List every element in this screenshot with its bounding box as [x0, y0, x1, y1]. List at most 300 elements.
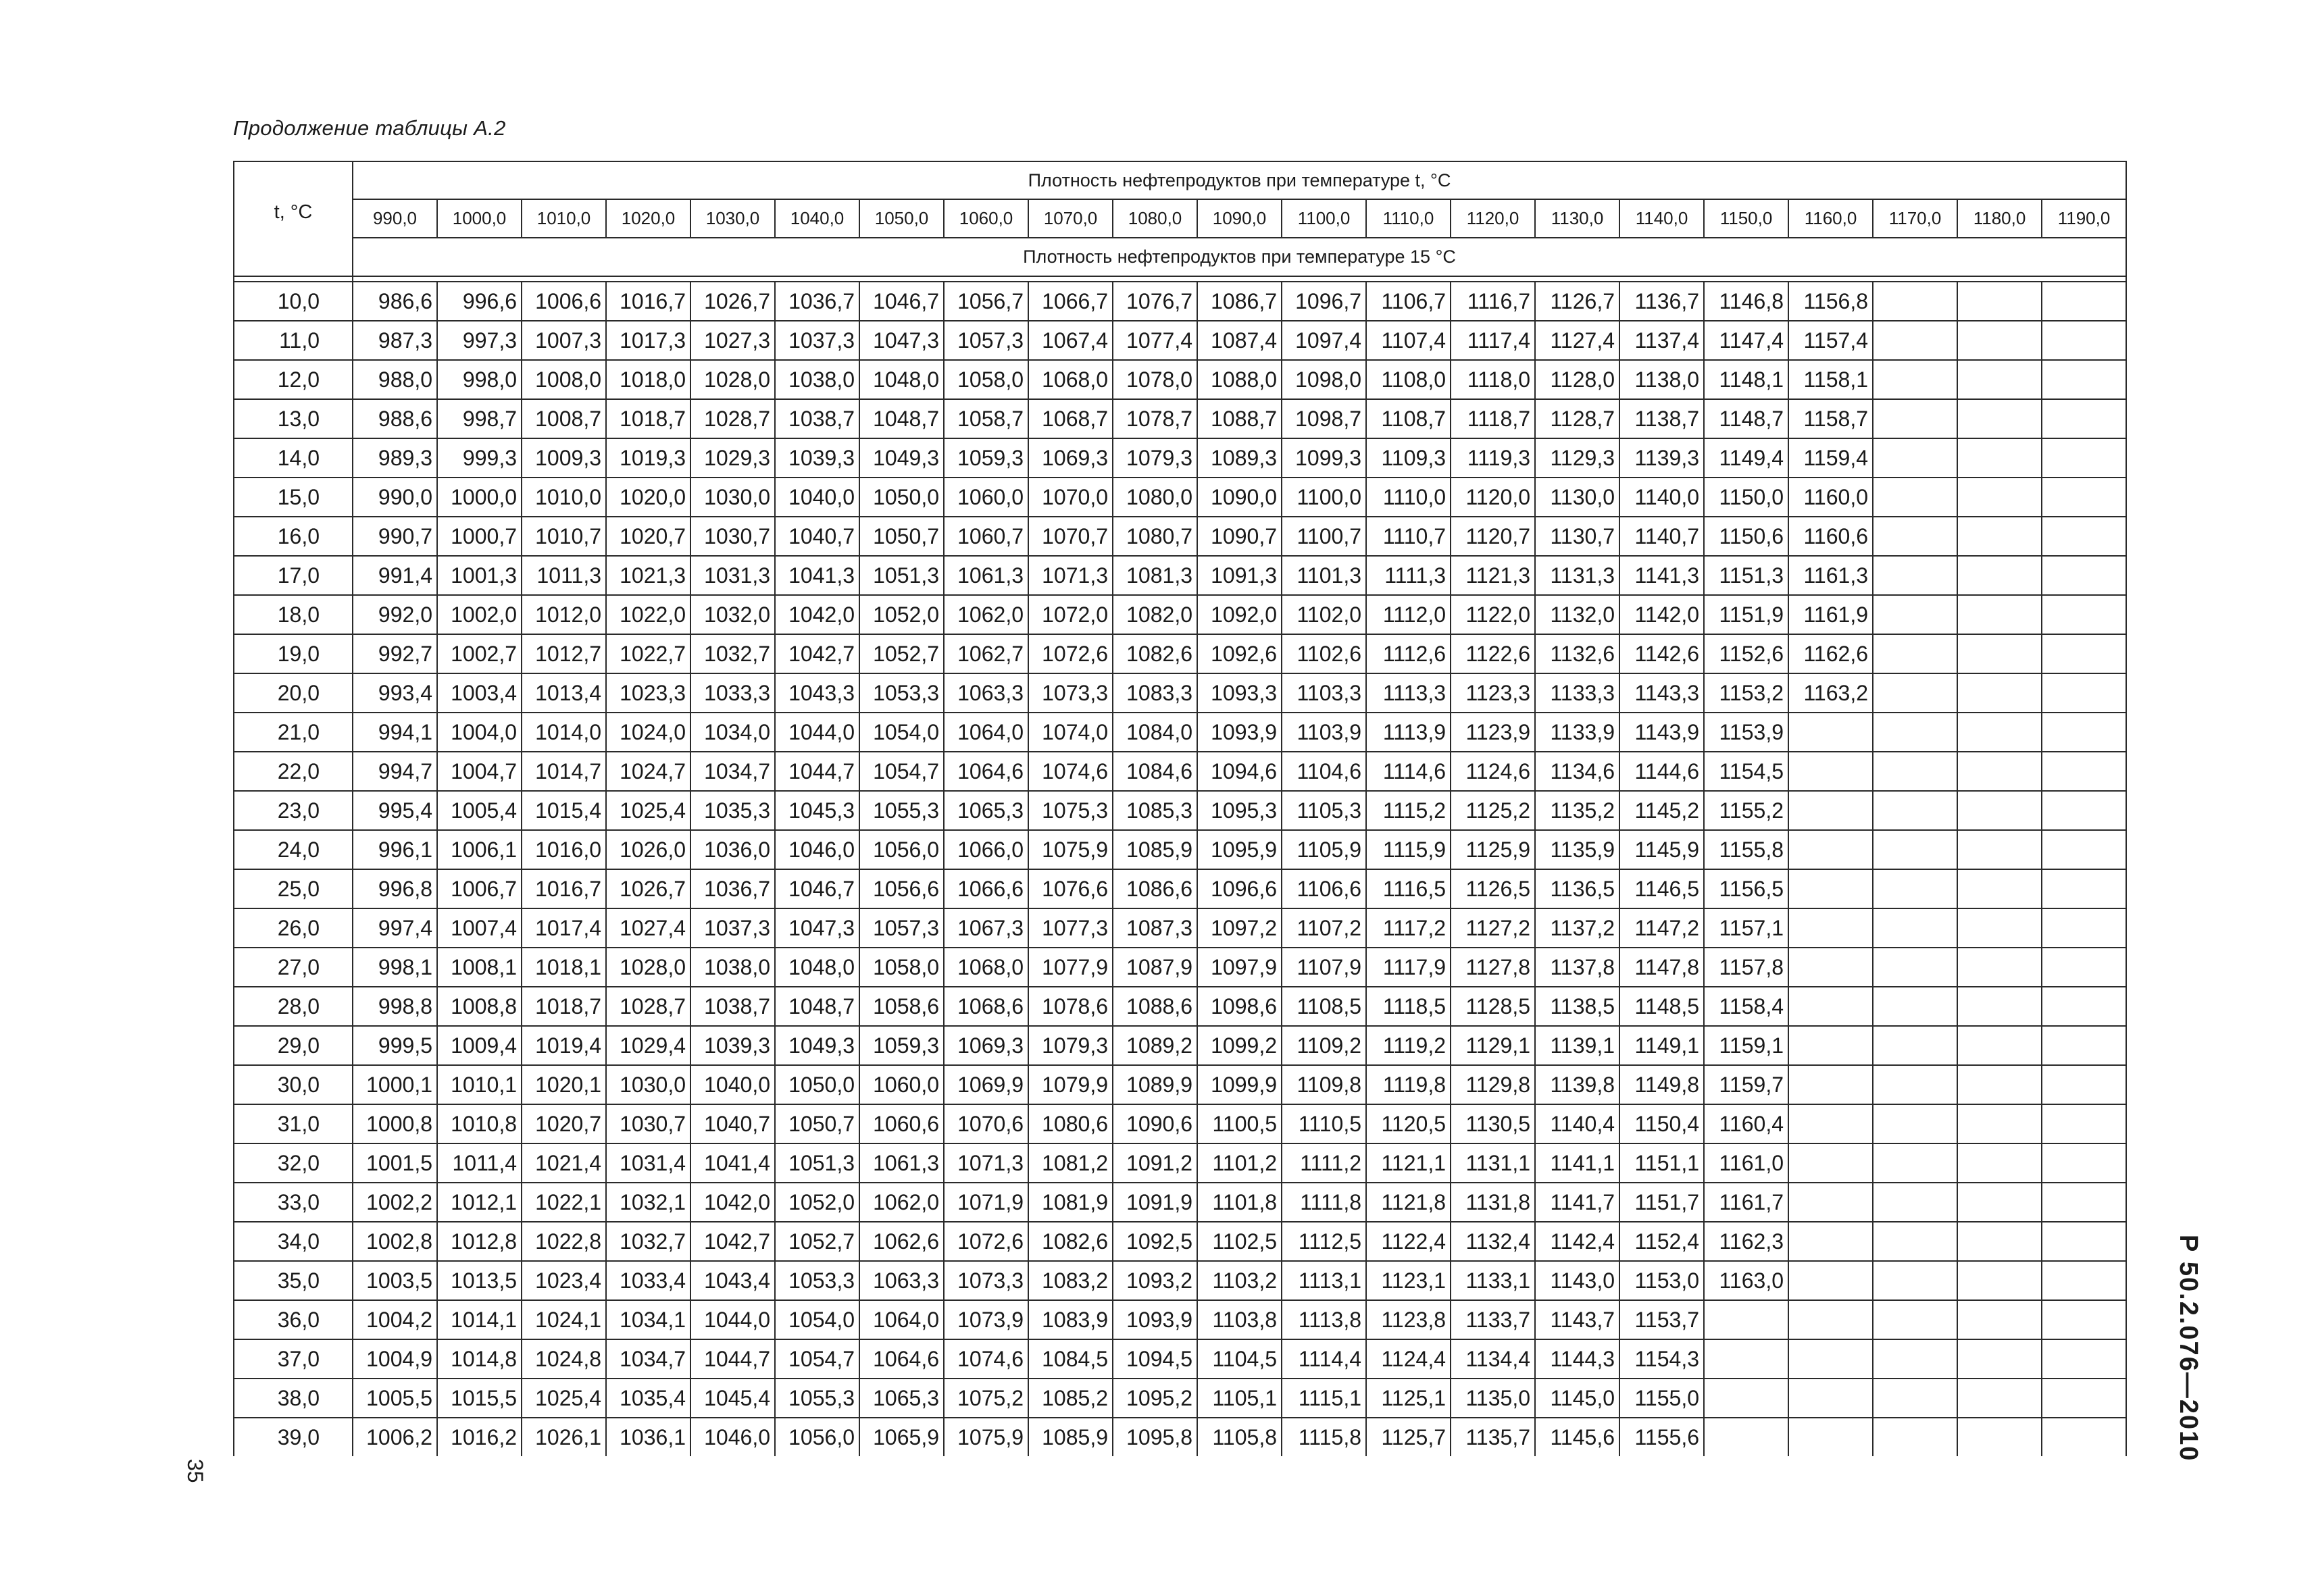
density-cell: 1040,0	[775, 478, 859, 517]
density-cell: 1052,7	[859, 634, 944, 673]
density-cell: 1128,5	[1451, 987, 1535, 1026]
density-cell: 1062,0	[944, 595, 1028, 634]
density-cell: 1092,0	[1197, 595, 1282, 634]
density-cell: 1133,1	[1451, 1261, 1535, 1300]
density-cell: 1026,7	[606, 869, 690, 908]
density-cell: 1054,0	[775, 1300, 859, 1339]
density-cell: 1150,6	[1704, 517, 1788, 556]
density-cell: 1041,4	[690, 1143, 775, 1183]
density-cell: 1096,7	[1282, 282, 1366, 321]
density-cell: 1064,6	[859, 1339, 944, 1379]
density-cell: 1056,0	[775, 1418, 859, 1456]
density-cell: 1135,9	[1535, 830, 1619, 869]
density-cell: 1017,3	[606, 321, 690, 360]
temperature-cell: 21,0	[234, 713, 353, 752]
column-header: 1000,0	[437, 199, 522, 238]
density-cell	[2042, 752, 2126, 791]
density-cell	[2042, 399, 2126, 438]
density-cell: 1024,7	[606, 752, 690, 791]
density-cell: 1030,7	[606, 1104, 690, 1143]
density-cell: 1012,1	[437, 1183, 522, 1222]
density-cell: 1083,3	[1113, 673, 1197, 713]
density-cell: 998,0	[437, 360, 522, 399]
density-cell: 1107,4	[1366, 321, 1451, 360]
density-cell	[1873, 948, 1957, 987]
density-cell: 1125,7	[1366, 1418, 1451, 1456]
density-cell: 998,7	[437, 399, 522, 438]
density-cell: 1149,8	[1619, 1065, 1704, 1104]
density-cell	[1957, 517, 2042, 556]
density-cell: 1160,6	[1788, 517, 1873, 556]
density-cell: 1034,7	[690, 752, 775, 791]
density-cell: 1038,7	[775, 399, 859, 438]
density-cell	[1957, 1339, 2042, 1379]
table-row	[234, 1300, 2126, 1339]
density-cell: 1086,6	[1113, 869, 1197, 908]
density-cell	[2042, 869, 2126, 908]
column-header: 1070,0	[1028, 199, 1113, 238]
table-row	[234, 830, 2126, 869]
density-cell: 1139,3	[1619, 438, 1704, 478]
density-cell: 1137,8	[1535, 948, 1619, 987]
density-cell: 1062,6	[859, 1222, 944, 1261]
density-cell: 1140,0	[1619, 478, 1704, 517]
density-cell: 1036,1	[606, 1418, 690, 1456]
density-cell: 1081,2	[1028, 1143, 1113, 1183]
density-cell: 1090,7	[1197, 517, 1282, 556]
density-cell	[1957, 830, 2042, 869]
density-cell	[1957, 1418, 2042, 1456]
density-cell: 1040,7	[775, 517, 859, 556]
density-cell: 1145,0	[1535, 1379, 1619, 1418]
table-row	[234, 713, 2126, 752]
density-cell: 1010,8	[437, 1104, 522, 1143]
density-cell: 1008,8	[437, 987, 522, 1026]
density-cell: 1048,0	[859, 360, 944, 399]
density-cell: 1092,6	[1197, 634, 1282, 673]
density-cell: 1129,1	[1451, 1026, 1535, 1065]
density-cell: 998,1	[353, 948, 437, 987]
density-cell	[2042, 321, 2126, 360]
density-cell: 1011,3	[522, 556, 606, 595]
density-cell: 1004,2	[353, 1300, 437, 1339]
density-cell: 1112,5	[1282, 1222, 1366, 1261]
density-cell: 1001,5	[353, 1143, 437, 1183]
density-cell: 1046,7	[775, 869, 859, 908]
density-cell: 1128,7	[1535, 399, 1619, 438]
density-cell: 1161,7	[1704, 1183, 1788, 1222]
density-cell: 1121,1	[1366, 1143, 1451, 1183]
density-cell: 1112,6	[1366, 634, 1451, 673]
density-cell	[2042, 1300, 2126, 1339]
density-cell: 1101,8	[1197, 1183, 1282, 1222]
density-cell	[1873, 478, 1957, 517]
density-cell	[1957, 948, 2042, 987]
density-cell	[1704, 1379, 1788, 1418]
density-cell: 1110,5	[1282, 1104, 1366, 1143]
density-cell: 1092,5	[1113, 1222, 1197, 1261]
temperature-cell: 18,0	[234, 595, 353, 634]
density-cell: 1012,8	[437, 1222, 522, 1261]
density-cell: 1050,7	[775, 1104, 859, 1143]
density-cell	[1788, 791, 1873, 830]
density-cell: 1160,0	[1788, 478, 1873, 517]
density-cell: 1006,6	[522, 282, 606, 321]
density-cell: 1161,3	[1788, 556, 1873, 595]
table-row	[234, 1104, 2126, 1143]
density-cell: 1082,6	[1113, 634, 1197, 673]
density-cell: 1036,0	[690, 830, 775, 869]
density-cell: 1100,5	[1197, 1104, 1282, 1143]
density-cell	[1788, 752, 1873, 791]
density-cell: 1136,5	[1535, 869, 1619, 908]
density-cell: 1095,3	[1197, 791, 1282, 830]
density-cell: 1099,3	[1282, 438, 1366, 478]
density-cell: 1045,4	[690, 1379, 775, 1418]
density-cell: 1053,3	[859, 673, 944, 713]
density-cell: 1121,3	[1451, 556, 1535, 595]
density-cell: 1010,7	[522, 517, 606, 556]
density-cell: 1114,4	[1282, 1339, 1366, 1379]
density-cell: 1157,4	[1788, 321, 1873, 360]
density-cell: 996,1	[353, 830, 437, 869]
density-cell	[1873, 556, 1957, 595]
density-cell: 1008,7	[522, 399, 606, 438]
density-cell	[1957, 1065, 2042, 1104]
density-cell: 1012,0	[522, 595, 606, 634]
density-cell: 1133,9	[1535, 713, 1619, 752]
density-cell: 1059,3	[944, 438, 1028, 478]
density-cell: 1068,7	[1028, 399, 1113, 438]
density-cell	[1788, 1143, 1873, 1183]
density-cell: 1105,3	[1282, 791, 1366, 830]
density-cell: 1158,7	[1788, 399, 1873, 438]
density-cell: 1019,4	[522, 1026, 606, 1065]
density-cell: 1073,9	[944, 1300, 1028, 1339]
table-row	[234, 1261, 2126, 1300]
table-row	[234, 360, 2126, 399]
temperature-cell: 25,0	[234, 869, 353, 908]
density-cell	[1873, 1379, 1957, 1418]
density-cell: 1038,7	[690, 987, 775, 1026]
density-cell: 1141,3	[1619, 556, 1704, 595]
density-cell: 1005,5	[353, 1379, 437, 1418]
density-cell: 1028,7	[606, 987, 690, 1026]
density-cell: 1154,5	[1704, 752, 1788, 791]
density-cell	[1873, 399, 1957, 438]
density-cell: 1070,7	[1028, 517, 1113, 556]
density-cell	[1957, 752, 2042, 791]
density-cell: 1049,3	[859, 438, 944, 478]
density-cell: 1091,3	[1197, 556, 1282, 595]
density-cell	[1873, 360, 1957, 399]
density-cell: 1032,1	[606, 1183, 690, 1222]
density-cell: 1149,4	[1704, 438, 1788, 478]
density-cell: 1148,1	[1704, 360, 1788, 399]
density-cell: 1162,3	[1704, 1222, 1788, 1261]
density-cell: 1057,3	[859, 908, 944, 948]
density-cell: 1133,3	[1535, 673, 1619, 713]
density-cell: 1000,8	[353, 1104, 437, 1143]
density-cell: 1048,7	[859, 399, 944, 438]
density-cell: 1144,6	[1619, 752, 1704, 791]
density-cell: 1161,9	[1788, 595, 1873, 634]
density-cell: 990,7	[353, 517, 437, 556]
temperature-cell: 12,0	[234, 360, 353, 399]
density-cell: 1016,2	[437, 1418, 522, 1456]
density-cell: 1070,6	[944, 1104, 1028, 1143]
density-cell	[1873, 438, 1957, 478]
density-cell: 1002,0	[437, 595, 522, 634]
density-cell: 1029,4	[606, 1026, 690, 1065]
density-cell: 1105,9	[1282, 830, 1366, 869]
temperature-cell: 32,0	[234, 1143, 353, 1183]
temperature-cell: 36,0	[234, 1300, 353, 1339]
density-cell: 1082,0	[1113, 595, 1197, 634]
density-cell: 1135,2	[1535, 791, 1619, 830]
density-cell	[1873, 908, 1957, 948]
temperature-cell: 29,0	[234, 1026, 353, 1065]
density-cell: 1006,1	[437, 830, 522, 869]
density-cell: 1023,4	[522, 1261, 606, 1300]
density-cell: 1056,7	[944, 282, 1028, 321]
temperature-cell: 28,0	[234, 987, 353, 1026]
temperature-cell: 34,0	[234, 1222, 353, 1261]
density-cell: 1091,9	[1113, 1183, 1197, 1222]
density-cell	[1957, 556, 2042, 595]
temperature-cell: 16,0	[234, 517, 353, 556]
density-cell: 1007,4	[437, 908, 522, 948]
density-cell: 1004,0	[437, 713, 522, 752]
density-cell: 1066,7	[1028, 282, 1113, 321]
density-cell: 1044,7	[775, 752, 859, 791]
density-cell	[1957, 1261, 2042, 1300]
density-cell: 1014,0	[522, 713, 606, 752]
density-cell: 1043,4	[690, 1261, 775, 1300]
density-cell: 1112,0	[1366, 595, 1451, 634]
density-cell: 1111,2	[1282, 1143, 1366, 1183]
density-cell: 1078,0	[1113, 360, 1197, 399]
density-cell: 1007,3	[522, 321, 606, 360]
density-cell: 1006,2	[353, 1418, 437, 1456]
density-cell: 1081,9	[1028, 1183, 1113, 1222]
density-cell: 1037,3	[690, 908, 775, 948]
density-cell: 1156,8	[1788, 282, 1873, 321]
density-cell: 1090,0	[1197, 478, 1282, 517]
density-cell	[2042, 634, 2126, 673]
density-cell: 1119,2	[1366, 1026, 1451, 1065]
density-cell: 1111,3	[1366, 556, 1451, 595]
density-cell: 1076,6	[1028, 869, 1113, 908]
density-cell: 1087,3	[1113, 908, 1197, 948]
density-cell: 988,6	[353, 399, 437, 438]
temperature-cell: 10,0	[234, 282, 353, 321]
density-cell	[1788, 987, 1873, 1026]
density-cell: 1066,6	[944, 869, 1028, 908]
density-cell: 1108,5	[1282, 987, 1366, 1026]
density-cell: 1067,3	[944, 908, 1028, 948]
density-cell: 993,4	[353, 673, 437, 713]
density-cell: 1115,2	[1366, 791, 1451, 830]
density-cell: 1008,0	[522, 360, 606, 399]
density-cell: 1163,0	[1704, 1261, 1788, 1300]
density-cell: 1115,8	[1282, 1418, 1366, 1456]
density-cell: 1054,7	[859, 752, 944, 791]
density-cell: 999,5	[353, 1026, 437, 1065]
density-cell: 1065,9	[859, 1418, 944, 1456]
density-cell: 1068,6	[944, 987, 1028, 1026]
density-cell: 1159,4	[1788, 438, 1873, 478]
density-cell: 1117,9	[1366, 948, 1451, 987]
density-cell: 1031,4	[606, 1143, 690, 1183]
density-cell: 1123,9	[1451, 713, 1535, 752]
column-header: 1120,0	[1451, 199, 1535, 238]
density-cell: 1078,7	[1113, 399, 1197, 438]
column-header: 1180,0	[1957, 199, 2042, 238]
density-cell: 1033,4	[606, 1261, 690, 1300]
density-cell: 1128,0	[1535, 360, 1619, 399]
column-header: 1130,0	[1535, 199, 1619, 238]
density-cell: 1051,3	[859, 556, 944, 595]
density-cell: 1120,7	[1451, 517, 1535, 556]
density-cell: 1003,5	[353, 1261, 437, 1300]
temperature-cell: 13,0	[234, 399, 353, 438]
density-cell: 1144,3	[1535, 1339, 1619, 1379]
density-cell: 1021,4	[522, 1143, 606, 1183]
density-cell: 1135,0	[1451, 1379, 1535, 1418]
density-cell: 1098,0	[1282, 360, 1366, 399]
density-cell: 1140,4	[1535, 1104, 1619, 1143]
density-cell: 1102,0	[1282, 595, 1366, 634]
density-cell: 1075,3	[1028, 791, 1113, 830]
density-cell: 1085,2	[1028, 1379, 1113, 1418]
density-cell: 1087,4	[1197, 321, 1282, 360]
density-cell	[1788, 1300, 1873, 1339]
density-cell: 1009,3	[522, 438, 606, 478]
density-cell: 1002,8	[353, 1222, 437, 1261]
density-cell: 1044,0	[690, 1300, 775, 1339]
density-cell: 1149,1	[1619, 1026, 1704, 1065]
density-cell: 1081,3	[1113, 556, 1197, 595]
density-cell	[1873, 634, 1957, 673]
temperature-cell: 14,0	[234, 438, 353, 478]
density-cell: 1108,7	[1366, 399, 1451, 438]
table-caption: Продолжение таблицы А.2	[233, 116, 506, 140]
density-cell	[2042, 1143, 2126, 1183]
density-cell: 1120,5	[1366, 1104, 1451, 1143]
density-cell: 1000,7	[437, 517, 522, 556]
density-cell	[1788, 869, 1873, 908]
density-cell: 1068,0	[1028, 360, 1113, 399]
density-cell: 1052,7	[775, 1222, 859, 1261]
density-cell: 1071,3	[944, 1143, 1028, 1183]
density-cell: 1084,6	[1113, 752, 1197, 791]
density-cell: 1116,5	[1366, 869, 1451, 908]
density-cell: 1100,7	[1282, 517, 1366, 556]
density-cell: 1146,8	[1704, 282, 1788, 321]
density-cell: 1117,2	[1366, 908, 1451, 948]
density-cell: 1013,5	[437, 1261, 522, 1300]
density-cell: 1011,4	[437, 1143, 522, 1183]
density-cell: 1080,6	[1028, 1104, 1113, 1143]
density-cell: 1110,0	[1366, 478, 1451, 517]
density-cell: 1023,3	[606, 673, 690, 713]
density-cell	[2042, 908, 2126, 948]
density-cell: 1089,3	[1197, 438, 1282, 478]
table-row	[234, 321, 2126, 360]
density-cell: 1106,7	[1366, 282, 1451, 321]
density-cell: 1026,7	[690, 282, 775, 321]
density-cell: 1022,1	[522, 1183, 606, 1222]
density-cell: 1163,2	[1788, 673, 1873, 713]
density-cell: 1028,0	[690, 360, 775, 399]
density-cell: 1087,9	[1113, 948, 1197, 987]
density-cell: 1071,9	[944, 1183, 1028, 1222]
density-cell: 1137,4	[1619, 321, 1704, 360]
density-cell	[2042, 830, 2126, 869]
density-cell	[2042, 1183, 2126, 1222]
density-cell: 1062,0	[859, 1183, 944, 1222]
density-cell	[1704, 1339, 1788, 1379]
density-cell: 1157,8	[1704, 948, 1788, 987]
table-row	[234, 752, 2126, 791]
table-row	[234, 517, 2126, 556]
density-cell: 1138,7	[1619, 399, 1704, 438]
density-cell: 1115,1	[1282, 1379, 1366, 1418]
density-cell: 1147,8	[1619, 948, 1704, 987]
density-cell: 1139,8	[1535, 1065, 1619, 1104]
table-row	[234, 1222, 2126, 1261]
density-cell: 989,3	[353, 438, 437, 478]
column-header: 1080,0	[1113, 199, 1197, 238]
density-cell: 1057,3	[944, 321, 1028, 360]
density-cell: 1151,7	[1619, 1183, 1704, 1222]
density-cell: 1148,7	[1704, 399, 1788, 438]
density-cell: 1035,3	[690, 791, 775, 830]
density-cell: 1133,7	[1451, 1300, 1535, 1339]
density-cell	[2042, 556, 2126, 595]
density-cell: 1107,2	[1282, 908, 1366, 948]
density-cell: 1070,0	[1028, 478, 1113, 517]
density-cell	[1873, 869, 1957, 908]
density-cell: 1122,4	[1366, 1222, 1451, 1261]
density-cell: 1060,7	[944, 517, 1028, 556]
density-cell: 1018,7	[522, 987, 606, 1026]
density-cell: 998,8	[353, 987, 437, 1026]
density-cell: 1060,0	[859, 1065, 944, 1104]
density-cell: 1126,7	[1535, 282, 1619, 321]
density-cell: 1075,2	[944, 1379, 1028, 1418]
density-cell: 1025,4	[522, 1379, 606, 1418]
table-row	[234, 1183, 2126, 1222]
density-cell: 1077,9	[1028, 948, 1113, 987]
column-header: 1090,0	[1197, 199, 1282, 238]
density-cell: 1113,1	[1282, 1261, 1366, 1300]
density-cell: 1000,0	[437, 478, 522, 517]
density-cell: 1103,3	[1282, 673, 1366, 713]
density-cell	[2042, 438, 2126, 478]
density-cell: 1093,9	[1113, 1300, 1197, 1339]
density-cell: 1022,0	[606, 595, 690, 634]
column-header: 1010,0	[522, 199, 606, 238]
density-cell: 1085,3	[1113, 791, 1197, 830]
density-cell: 1145,9	[1619, 830, 1704, 869]
density-cell	[1957, 1104, 2042, 1143]
t-header: t, °C	[234, 161, 353, 276]
column-header: 1030,0	[690, 199, 775, 238]
density-cell: 990,0	[353, 478, 437, 517]
density-cell: 1062,7	[944, 634, 1028, 673]
